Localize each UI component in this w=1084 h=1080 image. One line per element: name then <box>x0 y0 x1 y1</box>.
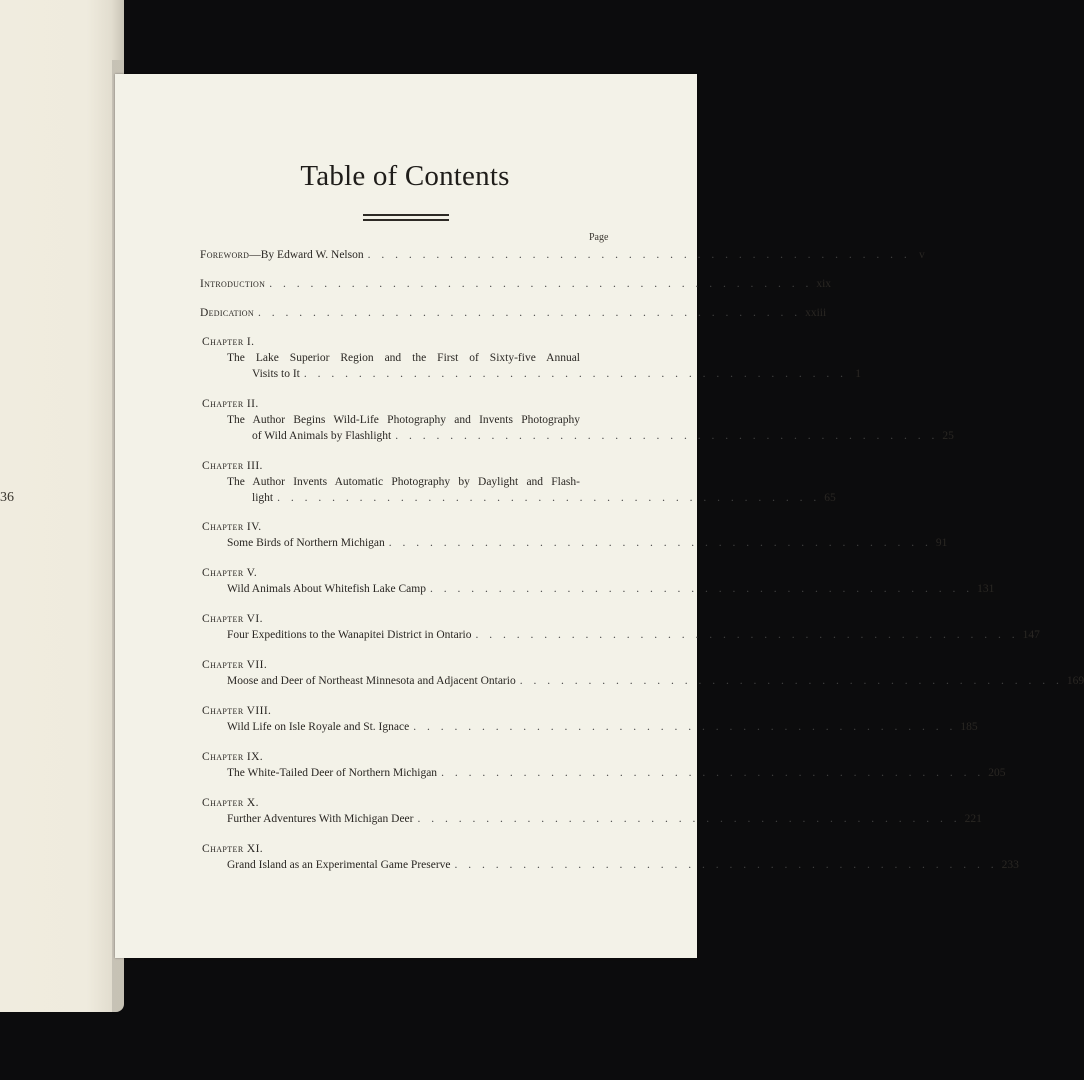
page-column-label: Page <box>589 232 609 243</box>
chapter-title-line2: light <box>252 492 274 504</box>
left-page <box>0 0 124 1012</box>
toc-chapter-9[interactable] <box>200 749 1006 781</box>
leader-dots: . . . . . . . . . . . . . . . . . . . . . . . . . . . . . . . . . . . . . . . . <box>388 537 932 549</box>
chapter-page: 147 <box>1022 629 1040 641</box>
toc-chapter-4[interactable] <box>200 519 948 551</box>
entry-page: xix <box>816 278 832 290</box>
chapter-number: Chapter I. <box>202 336 255 348</box>
chapter-number: Chapter X. <box>202 797 259 809</box>
chapter-title-line1: The Author Begins Wild-Life Photography and Invents Photography <box>227 414 580 426</box>
left-page-number: 36 <box>0 490 14 505</box>
leader-dots: . . . . . . . . . . . . . . . . . . . . . . . . . . . . . . . . . . . . . . . . <box>269 278 813 290</box>
chapter-title: The White-Tailed Deer of Northern Michigan <box>227 767 438 779</box>
chapter-number: Chapter VI. <box>202 613 263 625</box>
chapter-title: Grand Island as an Experimental Game Preserve <box>227 859 451 871</box>
chapter-number: Chapter III. <box>202 460 263 472</box>
leader-dots: . . . . . . . . . . . . . . . . . . . . . . . . . . . . . . . . . . . . . . . . <box>257 307 802 319</box>
chapter-number: Chapter IX. <box>202 751 264 763</box>
toc-chapter-6[interactable] <box>200 611 1040 643</box>
leader-dots: . . . . . . . . . . . . . . . . . . . . . . . . . . . . . . . . . . . . . . . . <box>395 430 939 442</box>
toc-chapter-2[interactable] <box>200 396 954 444</box>
leader-dots: . . . . . . . . . . . . . . . . . . . . . . . . . . . . . . . . . . . . . . . . <box>303 368 847 380</box>
chapter-page: 185 <box>960 721 978 733</box>
leader-dots: . . . . . . . . . . . . . . . . . . . . . . . . . . . . . . . . . . . . . . . . <box>417 813 961 825</box>
toc-chapter-8[interactable] <box>200 703 978 735</box>
chapter-title: Some Birds of Northern Michigan <box>227 537 385 549</box>
toc-chapter-11[interactable] <box>200 841 1019 873</box>
leader-dots: . . . . . . . . . . . . . . . . . . . . . . . . . . . . . . . . . . . . . . . . <box>429 583 974 595</box>
toc-chapter-10[interactable] <box>200 795 982 827</box>
entry-label: Dedication <box>200 307 254 319</box>
chapter-number: Chapter IV. <box>202 521 262 533</box>
title-rule-lower <box>363 219 449 221</box>
chapter-title: Further Adventures With Michigan Deer <box>227 813 414 825</box>
toc-chapter-5[interactable] <box>200 565 995 597</box>
chapter-page: 1 <box>855 368 861 380</box>
leader-dots: . . . . . . . . . . . . . . . . . . . . . . . . . . . . . . . . . . . . . . . . <box>413 721 957 733</box>
title-rule-upper <box>363 214 449 216</box>
leader-dots: . . . . . . . . . . . . . . . . . . . . . . . . . . . . . . . . . . . . . . . . <box>277 492 821 504</box>
toc-chapter-1[interactable] <box>200 334 861 382</box>
chapter-number: Chapter VIII. <box>202 705 272 717</box>
leader-dots: . . . . . . . . . . . . . . . . . . . . . . . . . . . . . . . . . . . . . . . . <box>454 859 998 871</box>
chapter-page: 205 <box>988 767 1006 779</box>
chapter-page: 233 <box>1001 859 1019 871</box>
entry-label: Foreword <box>200 249 250 261</box>
chapter-title: Four Expeditions to the Wanapitei District in Ontario <box>227 629 472 641</box>
chapter-number: Chapter II. <box>202 398 259 410</box>
toc-entry-dedication[interactable] <box>200 305 827 321</box>
entry-label: Introduction <box>200 278 266 290</box>
chapter-number: Chapter VII. <box>202 659 268 671</box>
chapter-title-line1: The Author Invents Automatic Photography by Daylight and Flash- <box>227 476 580 488</box>
leader-dots: . . . . . . . . . . . . . . . . . . . . . . . . . . . . . . . . . . . . . . . . <box>519 675 1063 687</box>
chapter-title-line2: Visits to It <box>252 368 300 380</box>
entry-suffix: —By Edward W. Nelson <box>249 249 364 261</box>
toc-entry-introduction[interactable] <box>200 276 832 292</box>
entry-page: xxiii <box>805 307 827 319</box>
chapter-title: Wild Animals About Whitefish Lake Camp <box>227 583 426 595</box>
chapter-page: 221 <box>964 813 982 825</box>
chapter-number: Chapter V. <box>202 567 258 579</box>
chapter-page: 131 <box>977 583 995 595</box>
chapter-page: 65 <box>824 492 836 504</box>
toc-chapter-3[interactable] <box>200 458 836 506</box>
chapter-page: 169 <box>1066 675 1084 687</box>
leader-dots: . . . . . . . . . . . . . . . . . . . . . . . . . . . . . . . . . . . . . . . . <box>475 629 1019 641</box>
entry-page: v <box>918 249 925 261</box>
chapter-title: Moose and Deer of Northeast Minnesota and Adjacent Ontario <box>227 675 516 687</box>
page-title: Table of Contents <box>300 160 510 192</box>
chapter-title: Wild Life on Isle Royale and St. Ignace <box>227 721 410 733</box>
chapter-title-line1: The Lake Superior Region and the First of Sixty-five Annual <box>227 352 580 364</box>
leader-dots: . . . . . . . . . . . . . . . . . . . . . . . . . . . . . . . . . . . . . . . . <box>441 767 985 779</box>
chapter-page: 25 <box>942 430 954 442</box>
chapter-page: 91 <box>935 537 948 549</box>
leader-dots: . . . . . . . . . . . . . . . . . . . . . . . . . . . . . . . . . . . . . . . . <box>367 249 911 261</box>
chapter-title-line2: of Wild Animals by Flashlight <box>252 430 392 442</box>
chapter-number: Chapter XI. <box>202 843 264 855</box>
toc-entry-foreword[interactable] <box>200 247 925 263</box>
toc-chapter-7[interactable] <box>200 657 1084 689</box>
